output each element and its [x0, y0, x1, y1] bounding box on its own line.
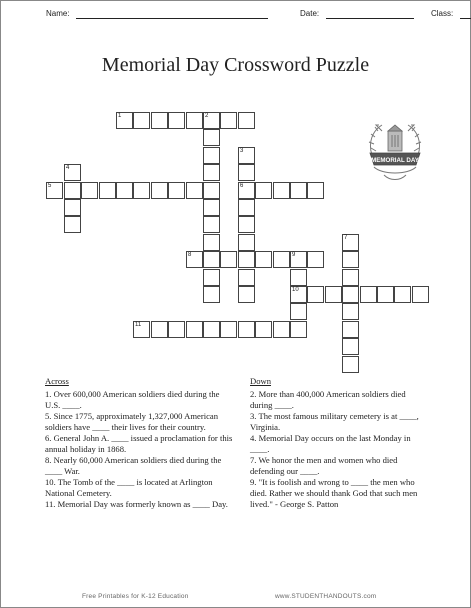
crossword-cell[interactable]	[342, 321, 359, 338]
clue-number: 3	[240, 148, 244, 154]
crossword-cell[interactable]	[412, 286, 429, 303]
header-row	[46, 9, 466, 23]
crossword-cell[interactable]	[186, 251, 203, 268]
crossword-cell[interactable]	[394, 286, 411, 303]
across-clue: 1. Over 600,000 American soldiers died during the U.S. ____.	[45, 389, 220, 410]
crossword-cell[interactable]	[238, 286, 255, 303]
crossword-cell[interactable]	[64, 216, 81, 233]
crossword-cell[interactable]	[238, 251, 255, 268]
crossword-cell[interactable]	[342, 286, 359, 303]
date-label: Date:	[300, 9, 320, 18]
down-clue: 7. We honor the men and women who died defending our ____.	[250, 455, 398, 476]
down-clue: 4. Memorial Day occurs on the last Monday in ____.	[250, 433, 411, 454]
crossword-cell[interactable]	[64, 199, 81, 216]
crossword-cell[interactable]	[81, 182, 98, 199]
crossword-cell[interactable]	[203, 269, 220, 286]
across-clue: 10. The Tomb of the ____ is located at Arlington National Cemetery.	[45, 477, 213, 498]
crossword-cell[interactable]	[307, 251, 324, 268]
crossword-cell[interactable]	[255, 251, 272, 268]
across-clue: 5. Since 1775, approximately 1,327,000 American soldiers have ____ their lives for their country.	[45, 411, 219, 432]
crossword-cell[interactable]	[99, 182, 116, 199]
crossword-cell[interactable]	[168, 321, 185, 338]
crossword-cell[interactable]	[290, 321, 307, 338]
class-label: Class:	[431, 9, 454, 18]
crossword-cell[interactable]	[342, 234, 359, 251]
clue-number: 2	[205, 113, 209, 119]
crossword-cell[interactable]	[186, 112, 203, 129]
crossword-cell[interactable]	[64, 182, 81, 199]
across-clue: 8. Nearly 60,000 American soldiers died during the ____ War.	[45, 455, 222, 476]
crossword-cell[interactable]	[168, 112, 185, 129]
crossword-cell[interactable]	[342, 356, 359, 373]
crossword-cell[interactable]	[325, 286, 342, 303]
crossword-cell[interactable]	[46, 182, 63, 199]
crossword-cell[interactable]	[203, 234, 220, 251]
crossword-cell[interactable]	[273, 251, 290, 268]
crossword-cell[interactable]	[342, 303, 359, 320]
crossword-cell[interactable]	[238, 182, 255, 199]
crossword-cell[interactable]	[307, 182, 324, 199]
crossword-cell[interactable]	[186, 321, 203, 338]
clue-number: 8	[188, 252, 192, 258]
crossword-cell[interactable]	[151, 182, 168, 199]
footer-right: www.STUDENTHANDOUTS.com	[275, 593, 377, 600]
footer-left: Free Printables for K-12 Education	[82, 593, 189, 600]
crossword-cell[interactable]	[255, 321, 272, 338]
crossword-cell[interactable]	[203, 321, 220, 338]
name-label: Name:	[46, 9, 70, 18]
crossword-cell[interactable]	[238, 112, 255, 129]
clue-number: 7	[344, 235, 348, 241]
crossword-cell[interactable]	[342, 269, 359, 286]
crossword-cell[interactable]	[133, 182, 150, 199]
crossword-cell[interactable]	[116, 182, 133, 199]
crossword-cell[interactable]	[220, 112, 237, 129]
crossword-cell[interactable]	[203, 147, 220, 164]
crossword-cell[interactable]	[360, 286, 377, 303]
crossword-cell[interactable]	[238, 269, 255, 286]
crossword-cell[interactable]	[203, 286, 220, 303]
crossword-cell[interactable]	[133, 112, 150, 129]
crossword-cell[interactable]	[238, 234, 255, 251]
crossword-cell[interactable]	[220, 321, 237, 338]
across-clues	[45, 376, 235, 510]
crossword-cell[interactable]	[238, 216, 255, 233]
class-line[interactable]	[460, 18, 471, 19]
down-clue: 9. "It is foolish and wrong to ____ the men who died. Rather we should thank God that such men lived." - George S. Patton	[250, 477, 418, 509]
crossword-cell[interactable]	[290, 303, 307, 320]
crossword-cell[interactable]	[64, 164, 81, 181]
crossword-cell[interactable]	[203, 129, 220, 146]
crossword-cell[interactable]	[342, 251, 359, 268]
crossword-cell[interactable]	[238, 164, 255, 181]
clue-number: 4	[66, 165, 70, 171]
crossword-cell[interactable]	[342, 338, 359, 355]
crossword-cell[interactable]	[238, 199, 255, 216]
crossword-cell[interactable]	[151, 112, 168, 129]
crossword-cell[interactable]	[203, 251, 220, 268]
down-clue: 2. More than 400,000 American soldiers died during ____.	[250, 389, 406, 410]
page-title: Memorial Day Crossword Puzzle	[101, 54, 370, 76]
crossword-cell[interactable]	[203, 182, 220, 199]
crossword-cell[interactable]	[290, 286, 307, 303]
crossword-cell[interactable]	[238, 321, 255, 338]
across-clue: 6. General John A. ____ issued a proclamation for this annual holiday in 1868.	[45, 433, 233, 454]
across-heading: Across	[45, 376, 69, 386]
crossword-cell[interactable]	[203, 199, 220, 216]
date-line[interactable]	[326, 18, 414, 19]
crossword-cell[interactable]	[290, 182, 307, 199]
memorial-day-seal-icon	[364, 117, 426, 189]
crossword-cell[interactable]	[220, 251, 237, 268]
crossword-cell[interactable]	[186, 182, 203, 199]
down-heading: Down	[250, 376, 272, 386]
crossword-cell[interactable]	[290, 269, 307, 286]
crossword-cell[interactable]	[203, 112, 220, 129]
crossword-cell[interactable]	[168, 182, 185, 199]
clue-number: 6	[240, 183, 244, 189]
name-line[interactable]	[76, 18, 268, 19]
across-clue: 11. Memorial Day was formerly known as ____ Day.	[45, 499, 228, 509]
crossword-cell[interactable]	[238, 147, 255, 164]
crossword-cell[interactable]	[273, 182, 290, 199]
crossword-cell[interactable]	[116, 112, 133, 129]
seal-text: MEMORIAL DAY	[371, 157, 419, 164]
clue-number: 11	[135, 322, 142, 328]
clue-number: 9	[292, 252, 296, 258]
clue-number: 1	[118, 113, 122, 119]
crossword-cell[interactable]	[273, 321, 290, 338]
crossword-cell[interactable]	[133, 321, 150, 338]
crossword-cell[interactable]	[307, 286, 324, 303]
crossword-cell[interactable]	[151, 321, 168, 338]
crossword-cell[interactable]	[203, 164, 220, 181]
crossword-cell[interactable]	[377, 286, 394, 303]
crossword-cell[interactable]	[255, 182, 272, 199]
clue-number: 5	[48, 183, 52, 189]
crossword-cell[interactable]	[290, 251, 307, 268]
clue-number: 10	[292, 287, 299, 293]
crossword-cell[interactable]	[203, 216, 220, 233]
down-clues	[250, 376, 430, 510]
down-clue: 3. The most famous military cemetery is at ____, Virginia.	[250, 411, 419, 432]
